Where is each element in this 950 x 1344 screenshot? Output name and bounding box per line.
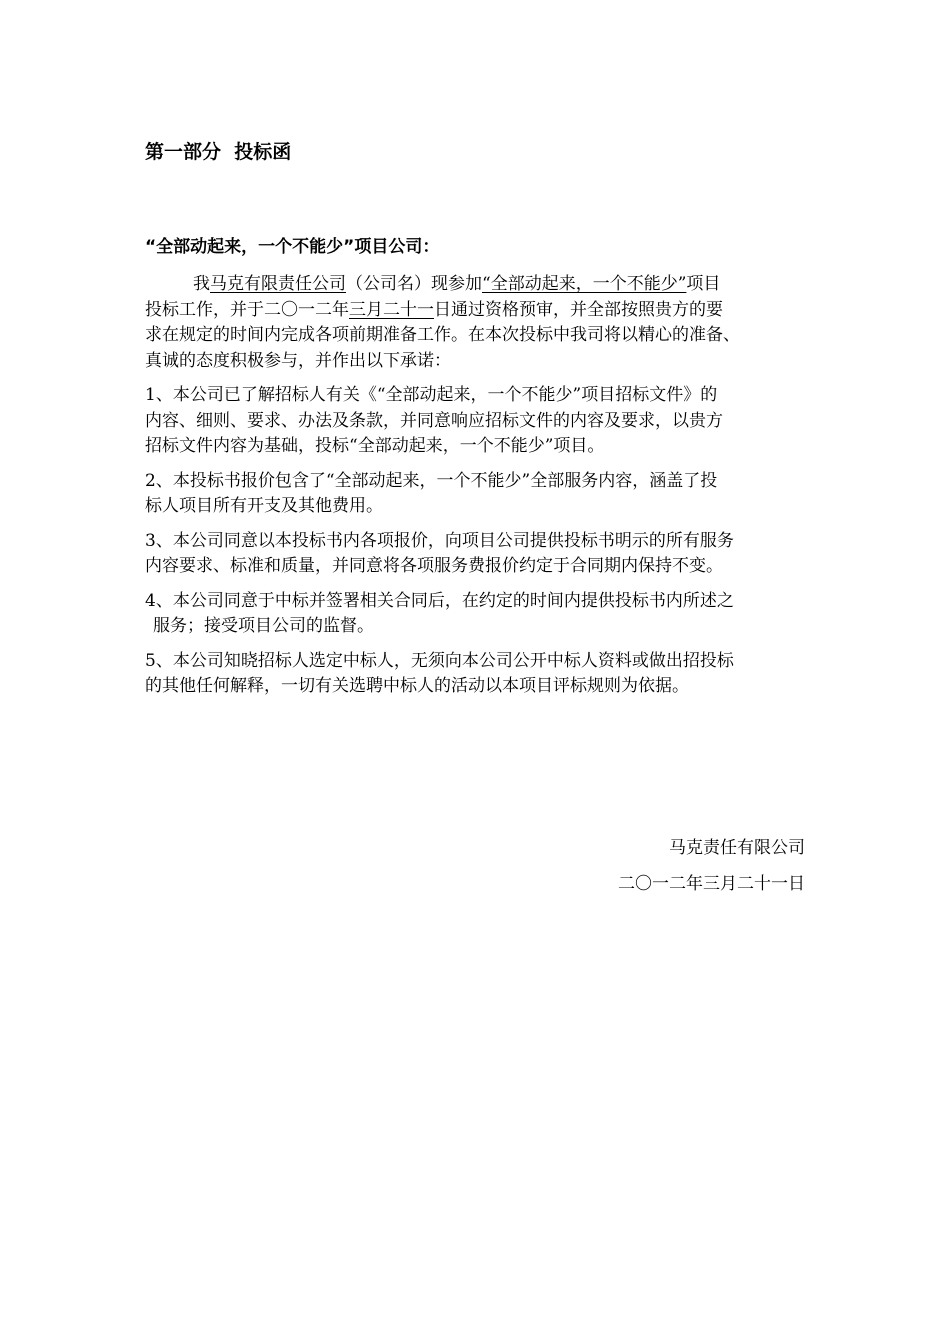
company-name: 马克有限责任公司 — [210, 274, 346, 294]
letter-body — [145, 272, 825, 700]
commitment-4 — [145, 589, 825, 640]
commitment-line: 4、本公司同意于中标并签署相关合同后，在约定的时间内提供投标书内所述之 — [145, 590, 734, 611]
commitment-line: 1、本公司已了解招标人有关《“全部动起来，一个不能少”项目招标文件》的 — [145, 385, 718, 405]
intro-prefix: 我 — [193, 274, 210, 294]
intro-line-1-suffix: 项目 — [686, 274, 721, 294]
signature-block — [618, 833, 805, 899]
commitment-1 — [145, 383, 825, 460]
commitment-5 — [145, 649, 825, 700]
project-name: “全部动起来，一个不能少” — [482, 274, 687, 294]
signing-date: 二〇一二年三月二十一日 — [618, 874, 805, 894]
intro-line-2-prefix: 投标工作，并于二〇一二年 — [145, 299, 349, 320]
prequal-day: 二十一 — [383, 299, 434, 320]
commitment-line: 服务；接受项目公司的监督。 — [153, 616, 374, 636]
commitment-line: 5、本公司知晓招标人选定中标人，无须向本公司公开中标人资料或做出招投标 — [145, 650, 734, 671]
intro-line-4: 真诚的态度积极参与，并作出以下承诺： — [145, 350, 451, 371]
commitment-line: 内容、细则、要求、办法及条款，并同意响应招标文件的内容及要求，以贵方 — [145, 410, 723, 431]
commitment-line: 标人项目所有开支及其他费用。 — [145, 496, 383, 516]
prequal-month: 三月 — [349, 299, 383, 320]
commitment-line: 内容要求、标准和质量，并同意将各项服务费报价约定于合同期内保持不变。 — [145, 556, 723, 576]
company-note: （公司名）现参加 — [346, 274, 482, 294]
intro-line-1 — [145, 272, 825, 298]
intro-line-2-suffix: 日通过资格预审，并全部按照贵方的要 — [434, 299, 723, 320]
intro-line-3: 求在规定的时间内完成各项前期准备工作。在本次投标中我司将以精心的准备、 — [145, 325, 740, 345]
commitment-line: 的其他任何解释，一切有关选聘中标人的活动以本项目评标规则为依据。 — [145, 676, 689, 696]
commitment-line: 招标文件内容为基础，投标“全部动起来，一个不能少”项目。 — [145, 436, 605, 456]
addressee: “全部动起来，一个不能少”项目公司： — [145, 237, 440, 257]
signing-company: 马克责任有限公司 — [669, 838, 805, 858]
commitment-3 — [145, 529, 825, 580]
commitment-line: 2、本投标书报价包含了“全部动起来，一个不能少”全部服务内容，涵盖了投 — [145, 470, 718, 491]
intro-paragraph — [145, 272, 825, 374]
section-title: 第一部分 投标函 — [145, 141, 292, 163]
commitment-2 — [145, 469, 825, 520]
intro-line-2 — [145, 298, 825, 324]
commitment-line: 3、本公司同意以本投标书内各项报价，向项目公司提供投标书明示的所有服务 — [145, 530, 734, 551]
